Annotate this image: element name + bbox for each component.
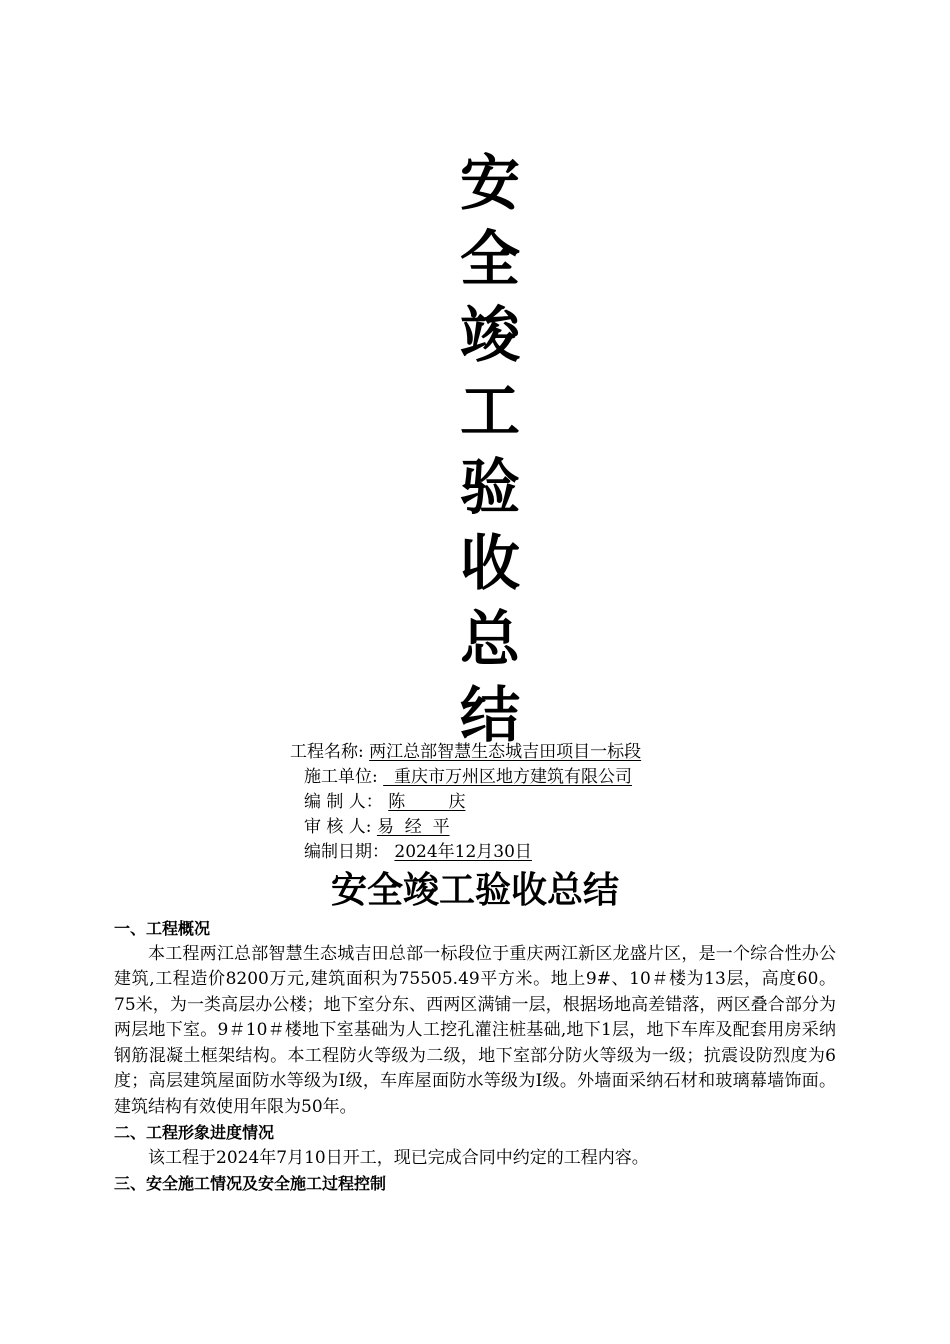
project-name-label: 工程名称: bbox=[290, 742, 364, 762]
date-row bbox=[290, 840, 641, 865]
cover-title-char: 结 bbox=[460, 681, 520, 751]
project-name-value: 两江总部智慧生态城吉田项目一标段 bbox=[369, 742, 642, 762]
project-name-row bbox=[290, 740, 641, 765]
reviewer-label: 审 核 人: bbox=[304, 817, 372, 837]
cover-info-block bbox=[290, 740, 641, 865]
cover-title-char: 竣 bbox=[460, 301, 520, 371]
cover-title-char: 工 bbox=[460, 377, 520, 447]
cover-title-char: 收 bbox=[460, 529, 520, 599]
date-value: 2024年12月30日 bbox=[394, 842, 532, 862]
document-title: 安全竣工验收总结 bbox=[330, 870, 619, 911]
section-heading: 三、安全施工情况及安全施工过程控制 bbox=[114, 1174, 387, 1193]
section-heading: 二、工程形象进度情况 bbox=[114, 1123, 275, 1142]
contractor-value: 重庆市万州区地方建筑有限公司 bbox=[383, 767, 632, 787]
contractor-row bbox=[290, 765, 641, 790]
contractor-label: 施工单位: bbox=[304, 767, 378, 787]
cover-title-char: 全 bbox=[460, 225, 520, 295]
section-paragraph: 该工程于2024年7月10日开工，现已完成合同中约定的工程内容。 bbox=[148, 1147, 649, 1168]
cover-title bbox=[0, 146, 950, 754]
cover-title-char: 验 bbox=[460, 453, 520, 523]
reviewer-row bbox=[290, 815, 641, 840]
document-body bbox=[114, 916, 836, 1197]
author-row bbox=[290, 790, 641, 815]
author-label: 编 制 人： bbox=[304, 792, 383, 812]
section-heading: 一、工程概况 bbox=[114, 919, 211, 938]
author-value: 陈 庆 bbox=[388, 792, 466, 812]
section-paragraph: 本工程两江总部智慧生态城吉田总部一标段位于重庆两江新区龙盛片区，是一个综合性办公建筑,工程造价8200万元,建筑面积为75505.49平方米。地上9#、10＃楼为13层，高度60。75米，为一类高层办公楼；地下室分东、西两区满铺一层，根据场地高差错落，两区叠合部分为两层地下室。9＃10＃楼地下室基础为人工挖孔灌注桩基础,地下1层，地下车库及配套用房采纳钢筋混凝土框架结构。本工程防火等级为二级，地下室部分防火等级为一级；抗震设防烈度为6度；高层建筑屋面防水等级为Ⅰ级，车库屋面防水等级为Ⅰ级。外墙面采纳石材和玻璃幕墙饰面。建筑结构有效使用年限为50年。 bbox=[114, 943, 836, 1117]
cover-title-char: 安 bbox=[460, 149, 520, 219]
date-label: 编制日期： bbox=[304, 842, 389, 862]
cover-title-char: 总 bbox=[460, 605, 520, 675]
reviewer-value: 易 经 平 bbox=[376, 817, 450, 837]
